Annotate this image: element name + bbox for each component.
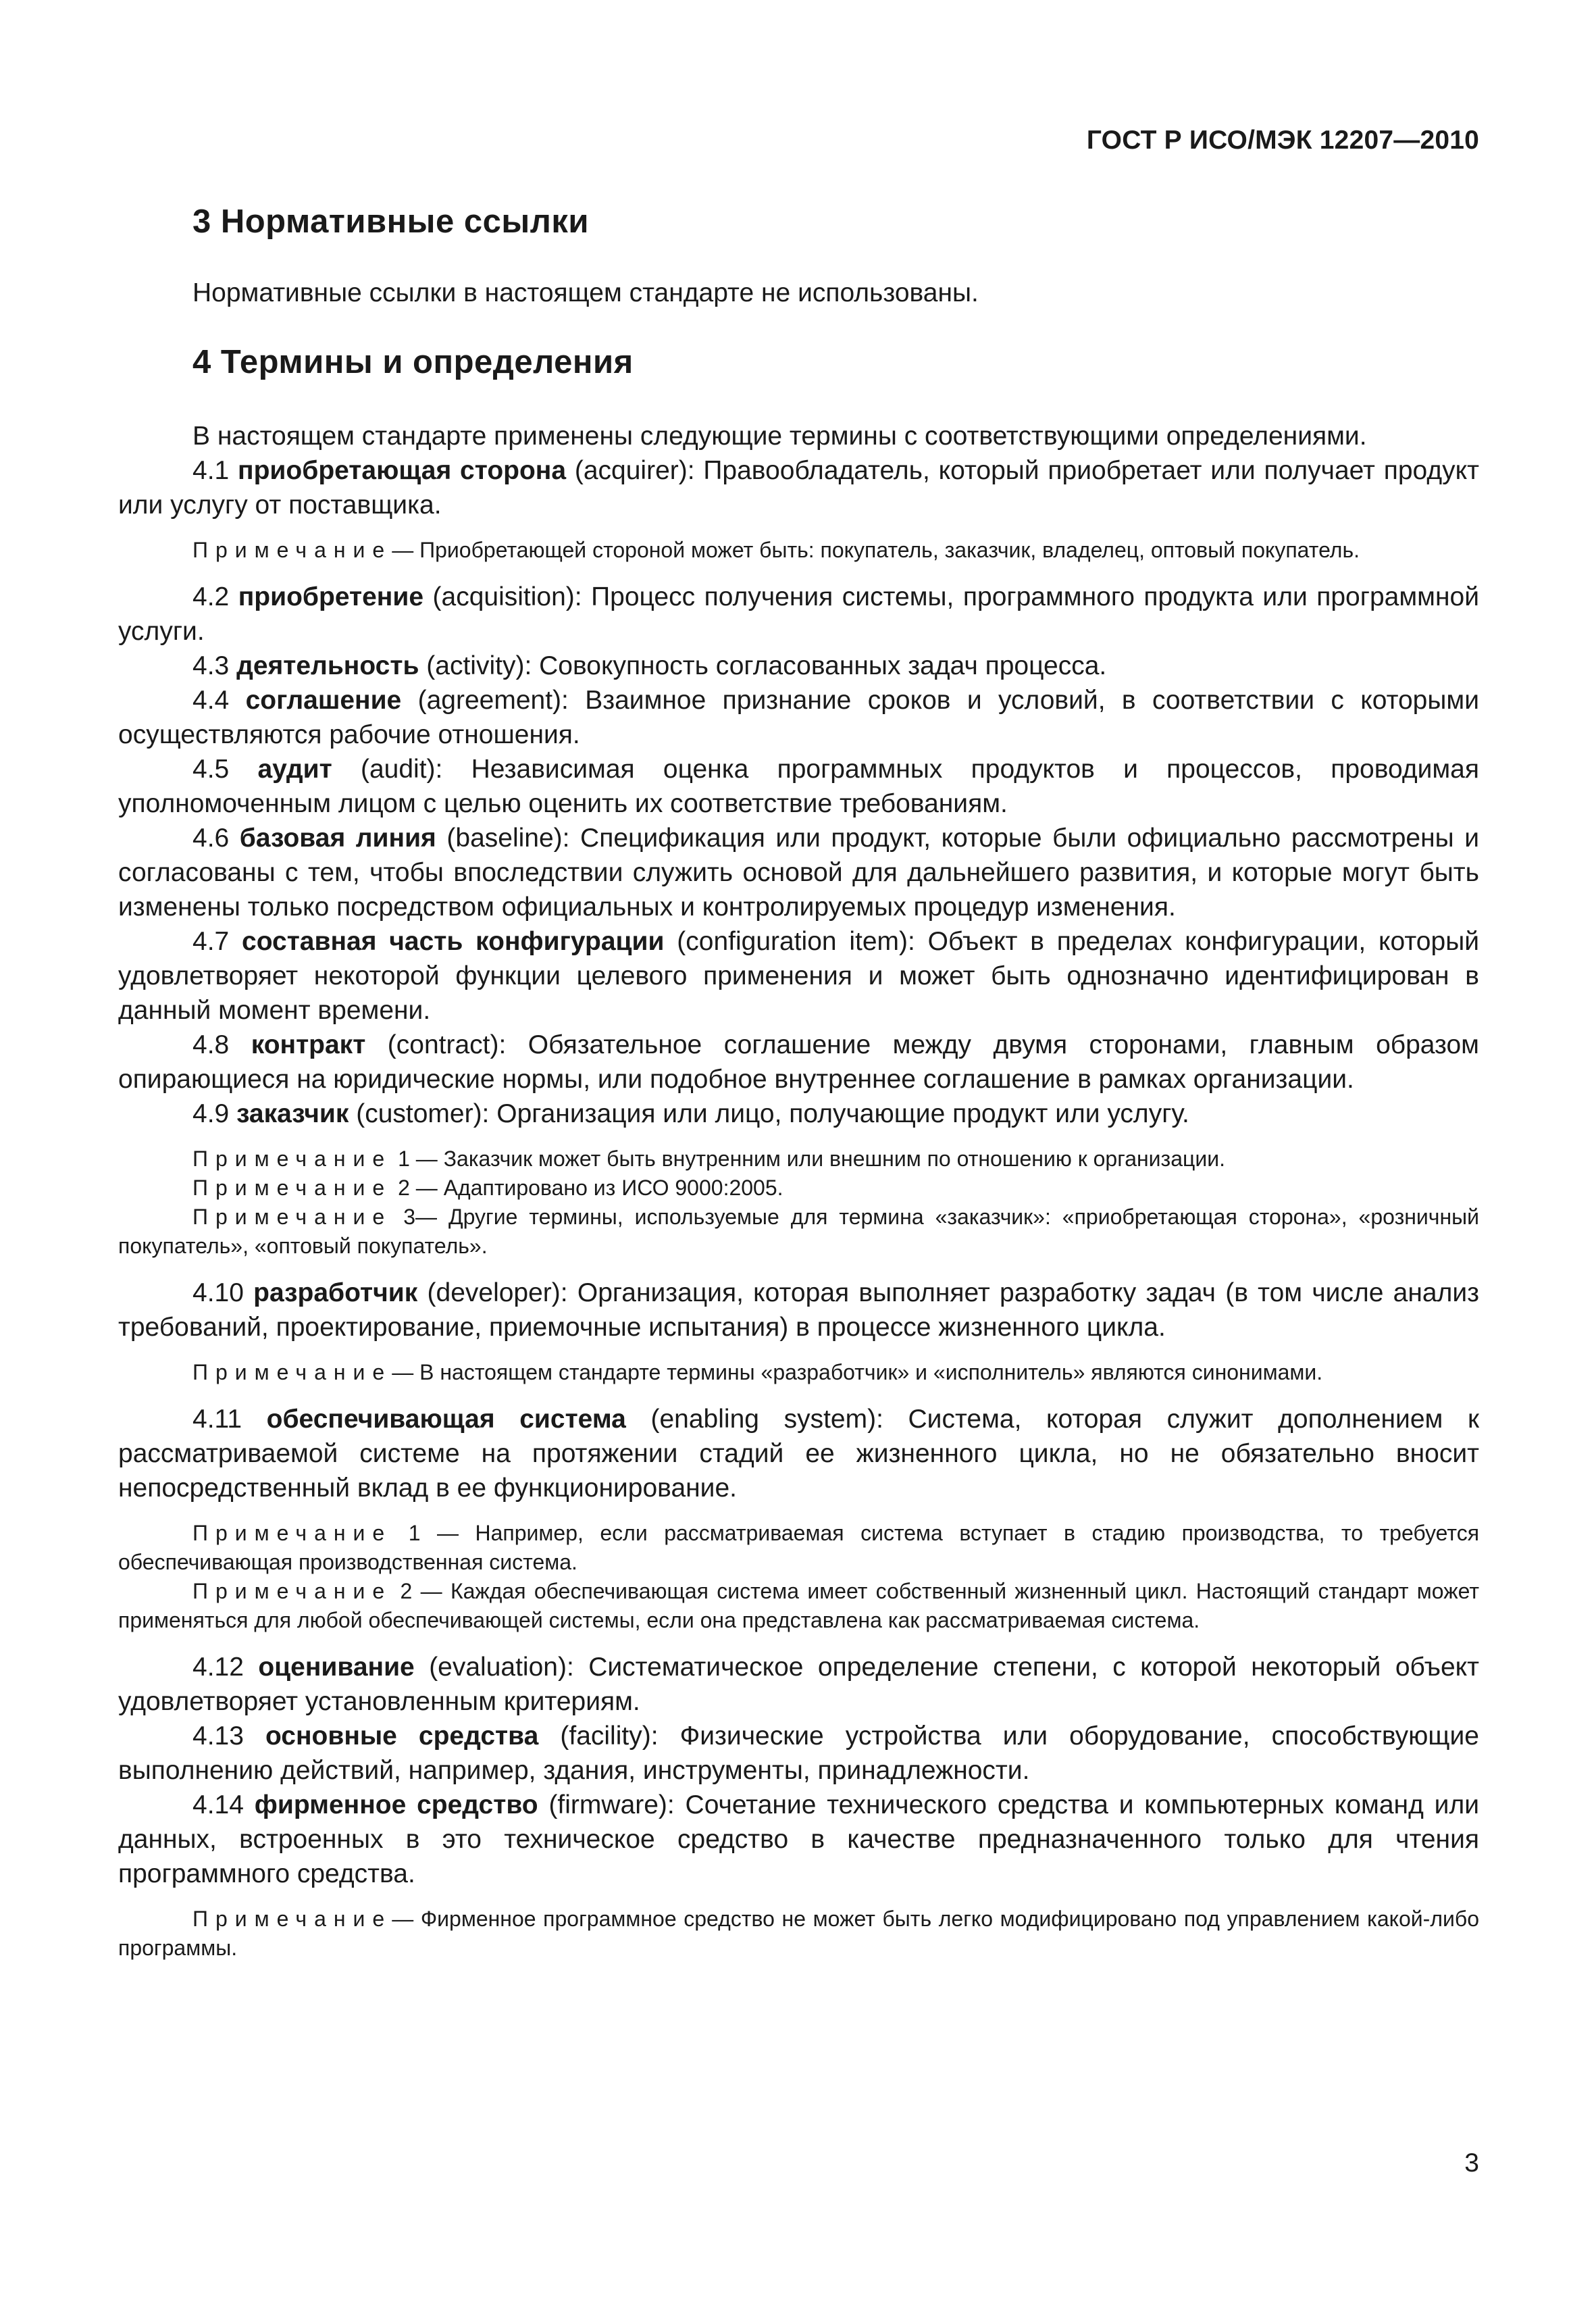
term-4-14 xyxy=(118,1788,1479,1891)
term-number: 4.8 xyxy=(192,1030,230,1059)
note-label: Примечание xyxy=(192,538,392,562)
term-4-12 xyxy=(118,1650,1479,1719)
term-4-8 xyxy=(118,1028,1479,1097)
term-4-5 xyxy=(118,752,1479,821)
note-text: — В настоящем стандарте термины «разработчик» и «исполнитель» являются синонимами. xyxy=(392,1360,1323,1384)
term-4-11 xyxy=(118,1402,1479,1505)
term-definition: (audit): Независимая оценка программных продуктов и процессов, проводимая уполномоченным лицом с целью оценить их соответствие требованиям. xyxy=(118,755,1479,818)
term-number: 4.10 xyxy=(192,1278,244,1307)
note-text: — Адаптировано из ИСО 9000:2005. xyxy=(415,1176,783,1200)
note-number: 2 xyxy=(398,1176,410,1200)
term-definition: (baseline): Спецификация или продукт, которые были официально рассмотрены и согласованы с тем, чтобы впоследствии служить основой для дальнейшего развития, и которые могут быть изменены только посредством официальных и контролируемых процедур изменения. xyxy=(118,824,1480,922)
note-number: 3 xyxy=(403,1205,415,1229)
note-4-9-2 xyxy=(118,1174,1479,1203)
term-number: 4.12 xyxy=(192,1653,244,1682)
term-name: основные средства xyxy=(265,1721,539,1751)
term-number: 4.7 xyxy=(192,927,230,956)
note-label: Примечание xyxy=(192,1579,392,1603)
term-definition: (acquisition): Процесс получения системы, программного продукта или программной услуги. xyxy=(118,582,1479,646)
note-4-9-1 xyxy=(118,1145,1479,1174)
standard-header: ГОСТ Р ИСО/МЭК 12207—2010 xyxy=(1086,126,1479,155)
term-number: 4.4 xyxy=(192,686,230,715)
term-name: заказчик xyxy=(236,1099,349,1128)
term-4-13 xyxy=(118,1719,1479,1788)
note-text: — Заказчик может быть внутренним или внешним по отношению к организации. xyxy=(415,1147,1225,1171)
note-text: — Каждая обеспечивающая система имеет собственный жизненный цикл. Настоящий стандарт может применяться для любой обеспечивающей системы, если она представлена как рассматриваемая система. xyxy=(118,1579,1480,1632)
note-text: — Например, если рассматриваемая система вступает в стадию производства, то требуется обеспечивающая производственная система. xyxy=(118,1521,1480,1574)
note-4-1 xyxy=(118,536,1479,565)
term-number: 4.13 xyxy=(192,1721,244,1751)
term-4-9 xyxy=(118,1097,1479,1131)
note-4-11-1 xyxy=(118,1519,1479,1577)
term-definition: (configuration item): Объект в пределах конфигурации, который удовлетворяет некоторой функции целевого применения и может быть однозначно идентифицирован в данный момент времени. xyxy=(118,927,1480,1025)
note-label: Примечание xyxy=(192,1521,392,1545)
note-number: 1 xyxy=(408,1521,421,1545)
term-name: составная часть конфигурации xyxy=(242,927,665,956)
term-definition: (customer): Организация или лицо, получающие продукт или услугу. xyxy=(356,1099,1189,1128)
term-number: 4.6 xyxy=(192,824,230,853)
note-4-10 xyxy=(118,1358,1479,1387)
term-name: базовая линия xyxy=(239,824,436,853)
term-number: 4.3 xyxy=(192,651,230,680)
term-4-2 xyxy=(118,580,1479,649)
term-definition: (evaluation): Систематическое определение степени, с которой некоторый объект удовлетворяет установленным критериям. xyxy=(118,1653,1480,1716)
term-definition: (activity): Совокупность согласованных задач процесса. xyxy=(426,651,1107,680)
section-4-content xyxy=(118,419,1479,1963)
note-label: Примечание xyxy=(192,1147,392,1171)
note-text: — Приобретающей стороной может быть: покупатель, заказчик, владелец, оптовый покупатель. xyxy=(392,538,1360,562)
term-4-4 xyxy=(118,683,1479,752)
note-4-11-2 xyxy=(118,1577,1479,1635)
note-number: 2 xyxy=(400,1579,413,1603)
section-3-text: Нормативные ссылки в настоящем стандарте не использованы. xyxy=(192,278,979,307)
note-4-9-3 xyxy=(118,1203,1479,1261)
term-definition: (agreement): Взаимное признание сроков и условий, в соответствии с которыми осуществляются рабочие отношения. xyxy=(118,686,1479,749)
term-definition: (facility): Физические устройства или оборудование, способствующие выполнению действий, например, здания, инструменты, принадлежности. xyxy=(118,1721,1479,1785)
term-definition: (developer): Организация, которая выполняет разработку задач (в том числе анализ требований, проектирование, приемочные испытания) в процессе жизненного цикла. xyxy=(118,1278,1480,1342)
term-number: 4.2 xyxy=(192,582,230,611)
term-name: приобретение xyxy=(238,582,424,611)
term-name: приобретающая сторона xyxy=(238,456,567,485)
section-3-title: 3 Нормативные ссылки xyxy=(192,203,589,240)
term-name: обеспечивающая система xyxy=(266,1405,626,1434)
term-name: контракт xyxy=(251,1030,366,1059)
document-page xyxy=(118,0,1479,2314)
term-definition: (acquirer): Правообладатель, который приобретает или получает продукт или услугу от поставщика. xyxy=(118,456,1479,520)
term-number: 4.11 xyxy=(192,1405,242,1434)
term-4-3 xyxy=(118,649,1479,683)
term-name: оценивание xyxy=(258,1653,415,1682)
term-4-6 xyxy=(118,821,1479,924)
term-name: деятельность xyxy=(236,651,419,680)
note-label: Примечание xyxy=(192,1907,392,1931)
term-name: фирменное средство xyxy=(254,1790,538,1819)
note-text: — Фирменное программное средство не может быть легко модифицировано под управлением какой-либо программы. xyxy=(118,1907,1479,1960)
term-4-7 xyxy=(118,924,1479,1028)
term-4-10 xyxy=(118,1276,1479,1344)
term-definition: (contract): Обязательное соглашение между двумя сторонами, главным образом опирающиеся на юридические нормы, или подобное внутреннее соглашение в рамках организации. xyxy=(118,1030,1479,1094)
note-label: Примечание xyxy=(192,1205,392,1229)
term-number: 4.14 xyxy=(192,1790,244,1819)
term-definition: (enabling system): Система, которая служит дополнением к рассматриваемой системе на протяжении стадий ее жизненного цикла, но не обязательно вносит непосредственный вклад в ее функционирование. xyxy=(118,1405,1480,1503)
page-number: 3 xyxy=(1464,2148,1479,2178)
term-4-1 xyxy=(118,453,1479,522)
term-number: 4.5 xyxy=(192,755,230,784)
section-4-intro: В настоящем стандарте применены следующие термины с соответствующими определениями. xyxy=(192,422,1367,451)
term-number: 4.9 xyxy=(192,1099,230,1128)
term-name: аудит xyxy=(257,755,332,784)
note-label: Примечание xyxy=(192,1360,392,1384)
term-name: разработчик xyxy=(253,1278,418,1307)
note-label: Примечание xyxy=(192,1176,392,1200)
note-number: 1 xyxy=(398,1147,410,1171)
note-text: — Другие термины, используемые для термина «заказчик»: «приобретающая сторона», «розничный покупатель», «оптовый покупатель». xyxy=(118,1205,1480,1258)
section-4-title: 4 Термины и определения xyxy=(192,344,634,380)
note-4-14 xyxy=(118,1905,1479,1963)
term-definition: (firmware): Сочетание технического средства и компьютерных команд или данных, встроенных в это техническое средство в качестве предназначенного только для чтения программного средства. xyxy=(118,1790,1479,1888)
term-name: соглашение xyxy=(245,686,402,715)
term-number: 4.1 xyxy=(192,456,230,485)
